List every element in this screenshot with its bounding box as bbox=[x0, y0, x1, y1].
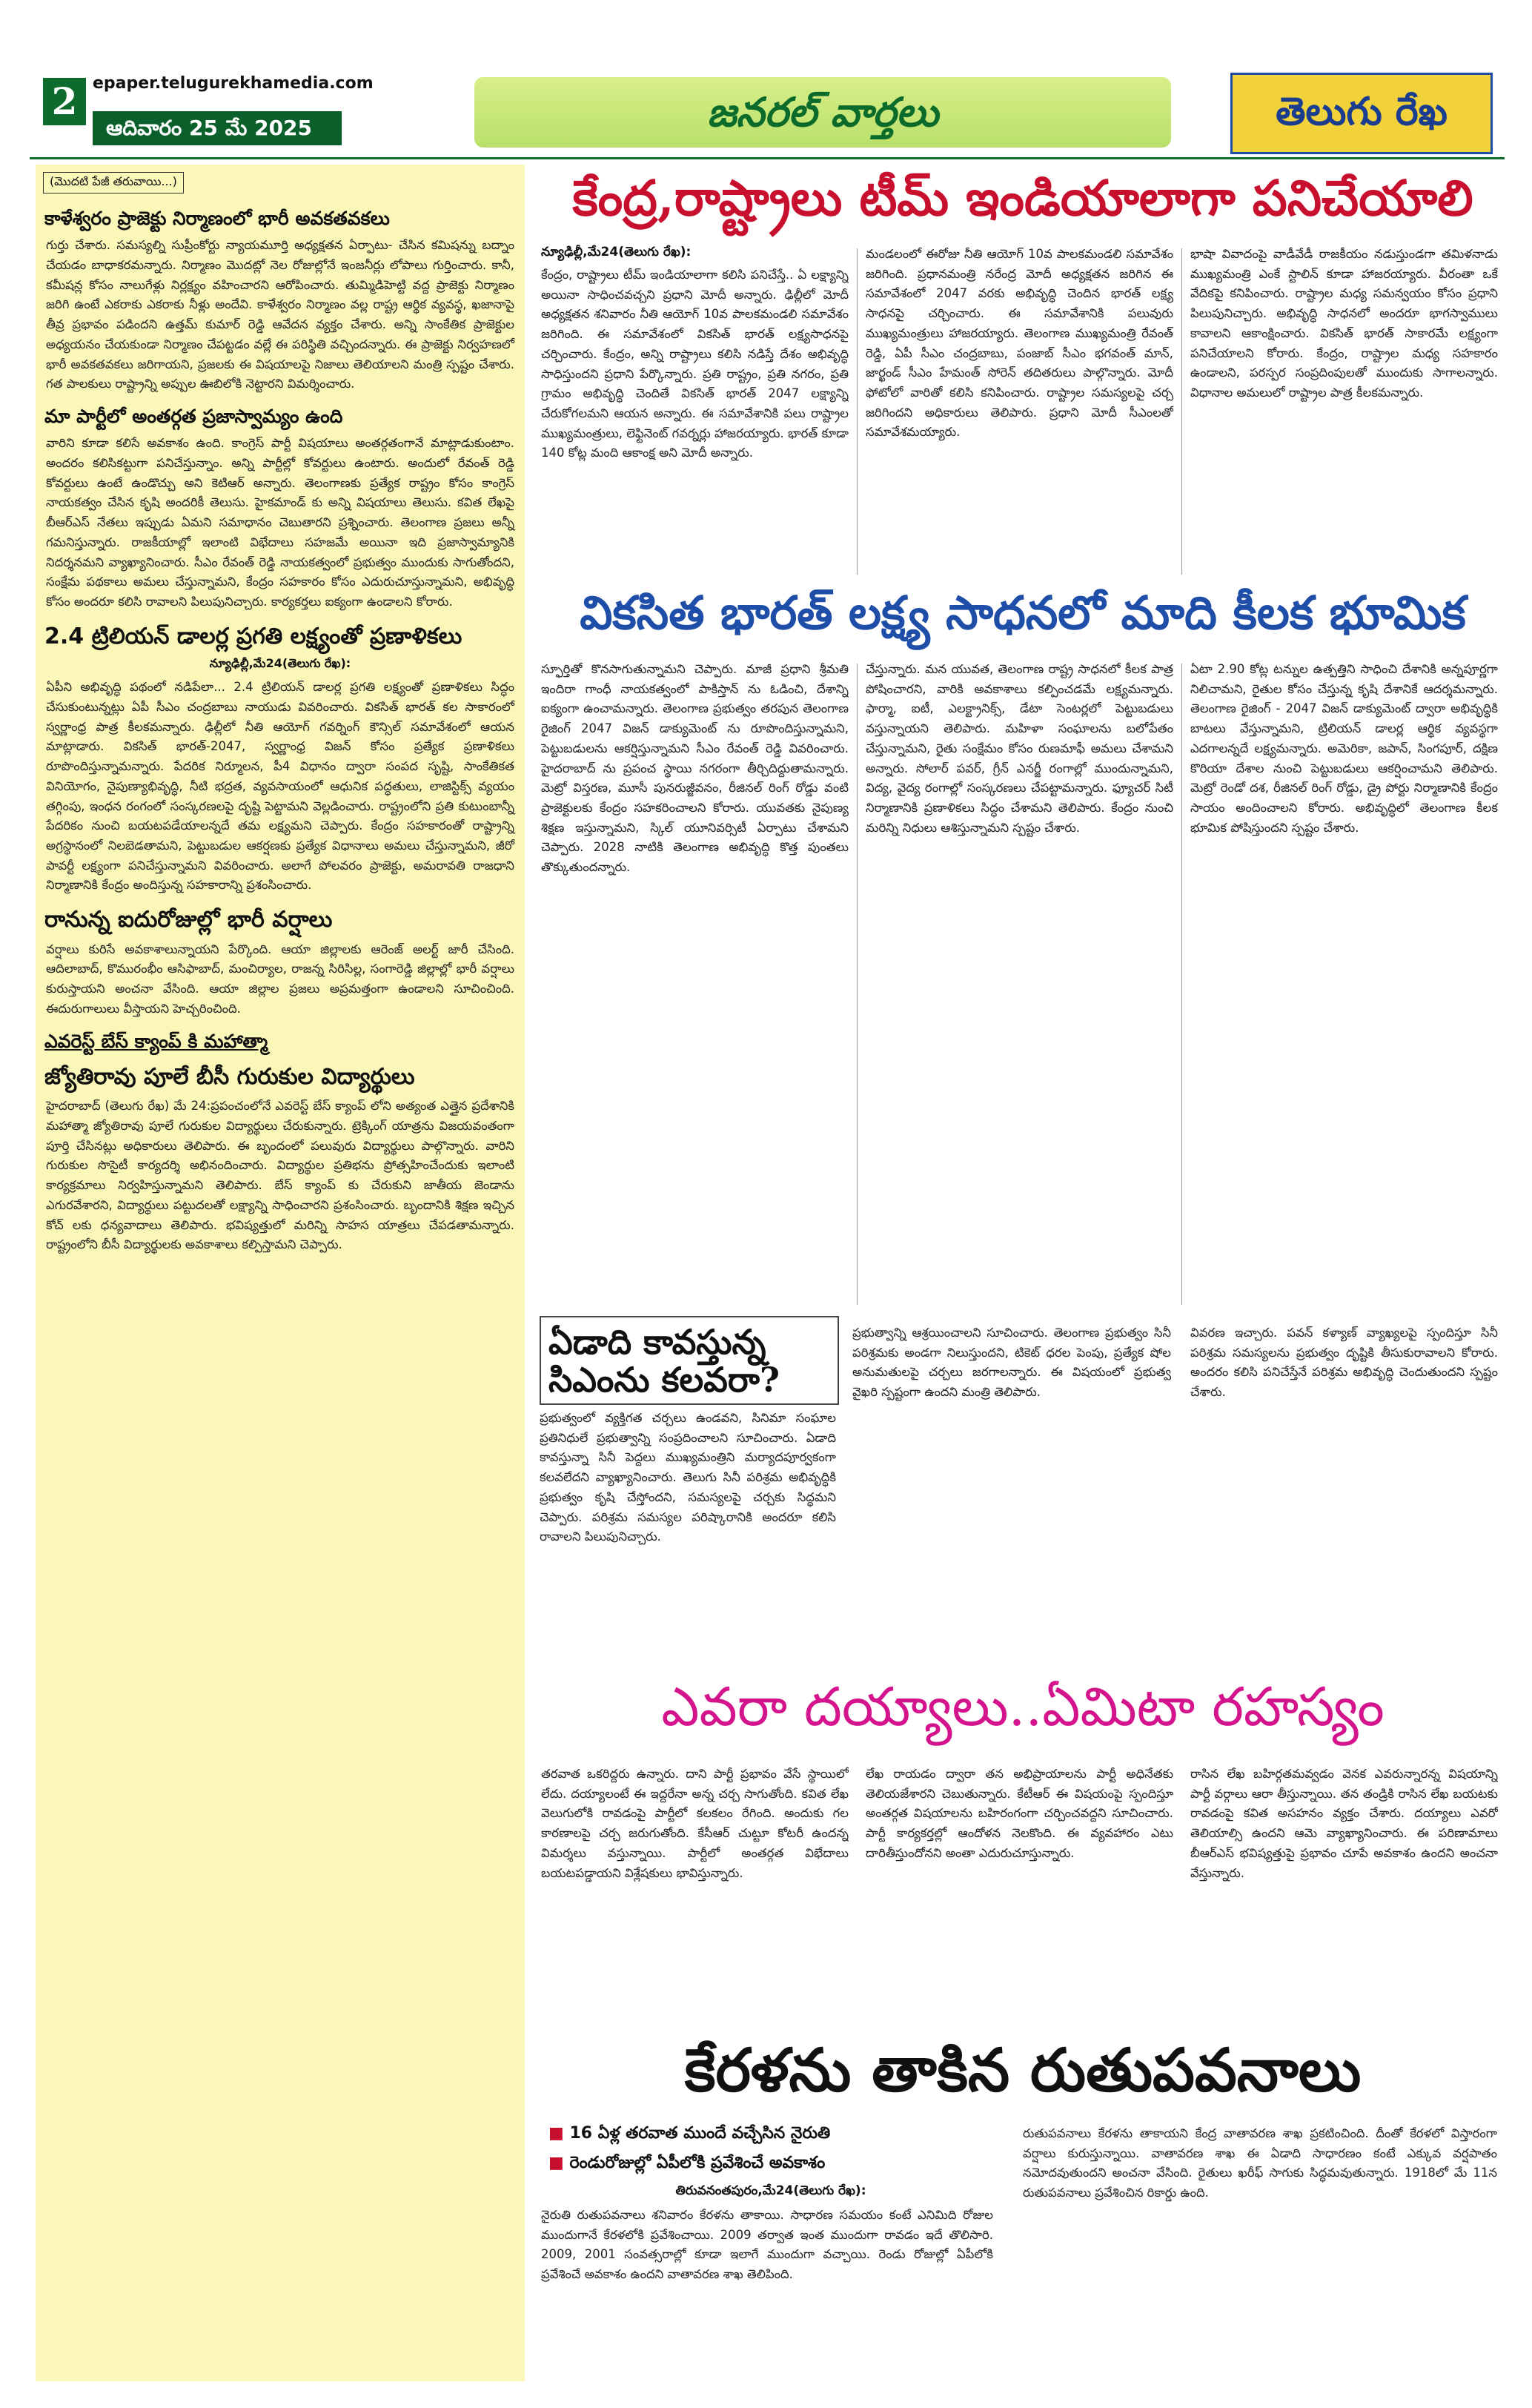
article4-bullet-2: ■ రెండురోజుల్లో ఏపీలోకి ప్రవేశించే అవకాశం bbox=[548, 2154, 993, 2176]
article3-headline: ఎవరా దయ్యాలు..ఏమిటా రహస్యం bbox=[661, 1676, 1385, 1738]
article1-col2: మండలంలో ఈరోజు నీతి ఆయోగ్ 10వ పాలకమండలి సమావేశం జరిగింది. ప్రధానమంత్రి నరేంద్ర మోదీ అధ్యక్షతన జరిగిన ఈ సమావేశంలో 2047 వరకు అభివృద్ధి చెందిన భారత్ లక్ష్య సాధనపై చర్చించారు. ఈ సమావేశానికి పలువురు ముఖ్యమంత్రులు హాజరయ్యారు. తెలంగాణ ముఖ్యమంత్రి రేవంత్ రెడ్డి, ఏపీ సీఎం చంద్రబాబు, పంజాబ్ సీఎం భగవంత్ మాన్, జార్ఖండ్ సీఎం హేమంత్ సోరెన్ తదితరులు పాల్గొన్నారు. మోదీ ఫోటోలో వారితో కలిసి కనిపించారు. రాష్ట్రాల సమస్యలపై చర్చ జరిగిందని అధికారులు తెలిపారు. ప్రధాని మోదీ సీఎంలతో సమావేశమయ్యారు. bbox=[866, 247, 1173, 440]
site-url[interactable]: epaper.telugurekhamedia.com bbox=[93, 74, 374, 93]
box-col2: ప్రభుత్వాన్ని ఆశ్రయించాలని సూచించారు. తెలంగాణ ప్రభుత్వం సినీ పరిశ్రమకు అండగా నిలుస్తుందని, టికెట్ ధరల పెంపు, ప్రత్యేక షోల అనుమతులపై చర్చలు జరగాలన్నారు. ఈ విషయంలో ప్రభుత్వ వైఖరి స్పష్టంగా ఉందని మంత్రి తెలిపారు. bbox=[852, 1326, 1171, 1400]
article4-bullet-1: ■ 16 ఏళ్ల తరవాత ముందే వచ్చేసిన నైరుతి bbox=[548, 2124, 993, 2146]
left-dateline-3: న్యూఢిల్లీ,మే24(తెలుగు రేఖ): bbox=[209, 656, 351, 671]
page-number: 2 bbox=[43, 78, 86, 125]
continued-label: (మొదటి పేజీ తరువాయి...) bbox=[43, 172, 184, 194]
article3-col2: లేఖ రాయడం ద్వారా తన అభిప్రాయాలను పార్టీ అధినేతకు తెలియజేశారని చెబుతున్నారు. కేటీఆర్ ఈ విషయంపై స్పందిస్తూ అంతర్గత విషయాలను బహిరంగంగా చర్చించవద్దని సూచించారు. పార్టీ కార్యకర్తల్లో ఆందోళన నెలకొంది. ఈ వ్యవహారం ఎటు దారితీస్తుందోనని అంతా ఎదురుచూస్తున్నారు. bbox=[866, 1767, 1173, 1860]
left-headline-1: కాళేశ్వరం ప్రాజెక్టు నిర్మాణంలో భారీ అవకతవకలు bbox=[44, 208, 390, 229]
article4-col1: నైరుతి రుతుపవనాలు శనివారం కేరళను తాకాయి. సాధారణ సమయం కంటే ఎనిమిది రోజుల ముందుగానే కేరళలోకి ప్రవేశించాయి. 2009 తర్వాత ఇంత ముందుగా రావడం ఇదే తొలిసారి. 2009, 2001 సంవత్సరాల్లో కూడా ఇలాగే ముందుగా వచ్చాయి. రెండు రోజుల్లో ఏపీలోకి ప్రవేశించే అవకాశం ఉందని వాతావరణ శాఖ తెలిపింది. bbox=[541, 2208, 993, 2282]
left-body-5: హైదరాబాద్ (తెలుగు రేఖ) మే 24:ప్రపంచంలోనే ఎవరెస్ట్ బేస్ క్యాంప్ లోని అత్యంత ఎత్తైన ప్రదేశానికి మహాత్మా జ్యోతిరావు పూలే గురుకుల విద్యార్థులు చేరుకున్నారు. ట్రెక్కింగ్ యాత్రను విజయవంతంగా పూర్తి చేసినట్లు అధికారులు తెలిపారు. ఈ బృందంలో పలువురు విద్యార్థులు పాల్గొన్నారు. వారిని గురుకుల సొసైటీ కార్యదర్శి అభినందించారు. విద్యార్థుల ప్రతిభను ప్రోత్సహించేందుకు ఇలాంటి కార్యక్రమాలు నిర్వహిస్తున్నామని తెలిపారు. బేస్ క్యాంప్ కు చేరుకుని జాతీయ జెండాను ఎగురవేశారని, విద్యార్థులు పట్టుదలతో లక్ష్యాన్ని సాధించారని ప్రశంసించారు. బృందానికి శిక్షణ ఇచ్చిన కోచ్ లకు ధన్యవాదాలు తెలిపారు. భవిష్యత్తులో మరిన్ని సాహస యాత్రలు చేపడతామన్నారు. రాష్ట్రంలోని బీసీ విద్యార్థులకు అవకాశాలు కల్పిస్తామని చెప్పారు. bbox=[46, 1099, 514, 1252]
article3-col1: తరవాత ఒకరిద్దరు ఉన్నారు. దాని పార్టీ ప్రభావం వేసే స్థాయిలో లేదు. దయ్యాలంటే ఈ ఇద్దరేనా అన్న చర్చ సాగుతోంది. కవిత లేఖ వెలుగులోకి రావడంపై పార్టీలో కలకలం రేగింది. అందుకు గల కారణాలపై చర్చ జరుగుతోంది. కేసీఆర్ చుట్టూ కోటరీ ఉందన్న విమర్శలు వస్తున్నాయి. పార్టీలో అంతర్గత విభేదాలు బయటపడ్డాయని విశ్లేషకులు భావిస్తున్నారు. bbox=[541, 1767, 849, 1880]
column-divider bbox=[1181, 664, 1182, 1305]
left-body-1: గుర్తు చేశారు. సమస్యల్ని సుప్రీంకోర్టు న్యాయమూర్తి అధ్యక్షతన ఏర్పాటు- చేసిన కమిషన్ను బద్నాం చేయడం బాధాకరమన్నారు. నిర్మాణం మొదట్లో నెల రోజుల్లోనే ఇంజనీర్లు లోపాలు గుర్తించారు. కానీ, కమీషన్ల కోసం నాలుగేళ్లు నిర్లక్ష్యం వహించారని ఆరోపించారు. తుమ్మిడిహెట్టి వద్ద ప్రాజెక్టు నిర్మాణం జరిగి ఉంటే ఎకరాకు ఎకరాకు నీళ్లు అందేవి. కాళేశ్వరం నిర్మాణం వల్ల రాష్ట్ర ఆర్థిక వ్యవస్థ, ఖజానాపై తీవ్ర ప్రభావం పడిందని ఉత్తమ్ కుమార్ రెడ్డి ఆవేదన వ్యక్తం చేశారు. అన్ని సాంకేతిక ప్రాజెక్టుల అధ్యయనం చేయకుండా నిర్మాణం చేపట్టడం వల్లే ఈ పరిస్థితి వచ్చిందన్నారు. ఈ ప్రాజెక్టు నిర్వహణలో భారీ అవకతవకలు జరిగాయని, ప్రజలకు ఈ విషయాలపై నిజాలు తెలియాలని మంత్రి స్పష్టం చేశారు. గత పాలకులు రాష్ట్రాన్ని అప్పుల ఊబిలోకి నెట్టారని విమర్శించారు. bbox=[46, 238, 514, 391]
article2-col2: చేస్తున్నారు. మన యువత, తెలంగాణ రాష్ట్ర సాధనలో కీలక పాత్ర పోషించారని, వారికి అవకాశాలు కల్పించడమే లక్ష్యమన్నారు. ఫార్మా, ఐటీ, ఎలక్ట్రానిక్స్, డేటా సెంటర్లలో పెట్టుబడులు వస్తున్నాయని తెలిపారు. మహిళా సంఘాలను బలోపేతం చేస్తున్నామని, రైతు సంక్షేమం కోసం రుణమాఫీ అమలు చేశామని అన్నారు. సోలార్ పవర్, గ్రీన్ ఎనర్జీ రంగాల్లో ముందున్నామని, విద్య, వైద్య రంగాల్లో సంస్కరణలు చేపట్టామన్నారు. ఫ్యూచర్ సిటీ నిర్మాణానికి ప్రణాళికలు సిద్ధం చేశామని తెలిపారు. కేంద్రం నుంచి మరిన్ని నిధులు ఆశిస్తున్నామని స్పష్టం చేశారు. bbox=[866, 662, 1173, 835]
section-banner: జనరల్ వార్తలు bbox=[474, 77, 1171, 148]
article1-dateline: న్యూఢిల్లీ,మే24(తెలుగు రేఖ): bbox=[541, 245, 692, 259]
left-headline-5: జ్యోతిరావు పూలే బీసీ గురుకుల విద్యార్థులు bbox=[44, 1063, 415, 1090]
article1-col3: భాషా వివాదంపై వాడీవేడీ రాజకీయం నడుస్తుండగా తమిళనాడు ముఖ్యమంత్రి ఎంకే స్టాలిన్ కూడా హాజరయ్యారు. వీరంతా ఒకే వేదికపై కనిపించారు. రాష్ట్రాల మధ్య సమన్వయం కోసం ప్రధాని పిలుపునిచ్చారు. అభివృద్ధి సాధనలో అందరూ భాగస్వాములు కావాలని ఆకాంక్షించారు. వికసిత్ భారత్ సాకారమే లక్ష్యంగా పనిచేయాలని కోరారు. కేంద్రం, రాష్ట్రాల మధ్య సహకారం ఉండాలని, పరస్పర సంప్రదింపులతో ముందుకు సాగాలన్నారు. విధానాల అమలులో రాష్ట్రాల పాత్ర కీలకమన్నారు. bbox=[1190, 247, 1498, 400]
column-divider bbox=[857, 248, 858, 575]
issue-date: ఆదివారం 25 మే 2025 bbox=[93, 111, 342, 145]
left-headline-4: రానున్న ఐదురోజుల్లో భారీ వర్షాలు bbox=[44, 907, 333, 933]
boxed-question-headline: ఏడాది కావస్తున్న సిఎంను కలవరా? bbox=[540, 1316, 839, 1405]
column-divider bbox=[857, 664, 858, 1305]
article1-headline: కేంద్ర,రాష్ట్రాలు టీమ్ ఇండియాలాగా పనిచేయాలి bbox=[572, 169, 1473, 227]
article1-col1: కేంద్రం, రాష్ట్రాలు టీమ్ ఇండియాలాగా కలిసి పనిచేస్తే.. ఏ లక్ష్యాన్ని అయినా సాధించవచ్చని ప్రధాని మోదీ అన్నారు. ఢిల్లీలో మోదీ అధ్యక్షతన శనివారం నీతి ఆయోగ్ 10వ పాలకమండలి సమావేశం జరిగింది. ఈ సమావేశంలో వికసిత్ భారత్ లక్ష్యసాధనపై చర్చించారు. కేంద్రం, అన్ని రాష్ట్రాలు కలిసి నడిస్తే దేశం అభివృద్ధి సాధిస్తుందని ప్రధాని పేర్కొన్నారు. ప్రతి రాష్ట్రం, ప్రతి నగరం, ప్రతి గ్రామం అభివృద్ధి చెందితే వికసిత్ భారత్ 2047 లక్ష్యాన్ని చేరుకోగలమని ఆయన అన్నారు. ఈ సమావేశానికి పలు రాష్ట్రాల ముఖ్యమంత్రులు, లెఫ్టినెంట్ గవర్నర్లు హాజరయ్యారు. భారత్ కూడా 140 కోట్ల మంది ఆకాంక్ష అని మోదీ అన్నారు. bbox=[541, 268, 849, 460]
newspaper-logo: తెలుగు రేఖ bbox=[1230, 73, 1493, 154]
masthead-rule bbox=[30, 157, 1505, 159]
article2-col1: స్ఫూర్తితో కొనసాగుతున్నామని చెప్పారు. మాజీ ప్రధాని శ్రీమతి ఇందిరా గాంధీ నాయకత్వంలో పాకిస్తాన్ ను ఓడించి, దేశాన్ని ఐక్యంగా ఉంచామన్నారు. తెలంగాణ ప్రభుత్వం తరపున తెలంగాణ రైజింగ్ 2047 విజన్ డాక్యుమెంట్ ను రూపొందిస్తున్నామని, పెట్టుబడులను ఆకర్షిస్తున్నామని సీఎం రేవంత్ రెడ్డి వివరించారు. హైదరాబాద్ ను ప్రపంచ స్థాయి నగరంగా తీర్చిదిద్దుతామన్నారు. మెట్రో విస్తరణ, మూసీ పునరుజ్జీవనం, రీజినల్ రింగ్ రోడ్డు వంటి ప్రాజెక్టులకు కేంద్రం సహకరించాలని కోరారు. యువతకు నైపుణ్య శిక్షణ ఇస్తున్నామని, స్కిల్ యూనివర్సిటీ ఏర్పాటు చేశామని చెప్పారు. 2028 నాటికి తెలంగాణ అభివృద్ధి కొత్త పుంతలు తొక్కుతుందన్నారు. bbox=[541, 662, 849, 875]
article4-col2: రుతుపవనాలు కేరళను తాకాయని కేంద్ర వాతావరణ శాఖ ప్రకటించింది. దీంతో కేరళలో విస్తారంగా వర్షాలు కురుస్తున్నాయి. వాతావరణ శాఖ ఈ ఏడాది సాధారణం కంటే ఎక్కువ వర్షపాతం నమోదవుతుందని అంచనా వేసింది. రైతులు ఖరీఫ్ సాగుకు సిద్ధమవుతున్నారు. 1918లో మే 11న రుతుపవనాలు ప్రవేశించిన రికార్డు ఉంది. bbox=[1023, 2126, 1497, 2200]
box-col1: ప్రభుత్వంలో వ్యక్తిగత చర్చలు ఉండవని, సినిమా సంఘాల ప్రతినిధులే ప్రభుత్వాన్ని సంప్రదించాలని సూచించారు. ఏడాది కావస్తున్నా సినీ పెద్దలు ముఖ్యమంత్రిని మర్యాదపూర్వకంగా కలవలేదని వ్యాఖ్యానించారు. తెలుగు సినీ పరిశ్రమ అభివృద్ధికి ప్రభుత్వం కృషి చేస్తోందని, సమస్యలపై చర్చకు సిద్ధమని చెప్పారు. పరిశ్రమ సమస్యల పరిష్కారానికి అందరూ కలిసి రావాలని పిలుపునిచ్చారు. bbox=[540, 1411, 836, 1544]
article2-col3: ఏటా 2.90 కోట్ల టన్నుల ఉత్పత్తిని సాధించి దేశానికి అన్నపూర్ణగా నిలిచామని, రైతుల కోసం చేస్తున్న కృషి దేశానికే ఆదర్శమన్నారు. తెలంగాణ రైజింగ్ - 2047 విజన్ డాక్యుమెంట్ ద్వారా అభివృద్ధికి బాటలు వేస్తున్నామని, ట్రిలియన్ డాలర్ల ఆర్థిక వ్యవస్థగా ఎదగాలన్నదే లక్ష్యమన్నారు. అమెరికా, జపాన్, సింగపూర్, దక్షిణ కొరియా దేశాల నుంచి పెట్టుబడులు ఆకర్షించామని తెలిపారు. మెట్రో రెండో దశ, రీజినల్ రింగ్ రోడ్డు, డ్రై పోర్టు నిర్మాణానికి కేంద్రం సాయం అందించాలని కోరారు. అభివృద్ధిలో తెలంగాణ కీలక భూమిక పోషిస్తుందని స్పష్టం చేశారు. bbox=[1190, 662, 1498, 835]
left-body-2: వారిని కూడా కలిసే అవకాశం ఉంది. కాంగ్రెస్ పార్టీ విషయాలు అంతర్గతంగానే మాట్లాడుకుంటాం. అందరం కలిసికట్టుగా పనిచేస్తున్నాం. అన్ని పార్టీల్లో కోవర్టులు ఉంటారు. అందులో రేవంత్ రెడ్డి కోవర్టులు ఉంటే ఉండొచ్చు అని కెటిఆర్ అన్నారు. తెలంగాణకు ప్రత్యేక రాష్ట్రం కోసం కాంగ్రెస్ నాయకత్వం చేసిన కృషి అందరికీ తెలుసు. హైకమాండ్ కు అన్ని విషయాలు తెలుసు. కవిత లేఖపై బీఆర్ఎస్ నేతలు ఇప్పుడు ఏమని సమాధానం చెబుతారని ప్రశ్నించారు. తెలంగాణ ప్రజలు అన్నీ గమనిస్తున్నారు. రాజకీయాల్లో ఇలాంటి విభేదాలు సహజమే అయినా ఇది ప్రజాస్వామ్యానికి నిదర్శనమని వ్యాఖ్యానించారు. సీఎం రేవంత్ రెడ్డి నాయకత్వంలో ప్రభుత్వం ముందుకు సాగుతోందని, సంక్షేమ పథకాలు అమలు చేస్తున్నామని, కేంద్రం సహకారం కోసం ఎదురుచూస్తున్నామని, అభివృద్ధి కోసం అందరూ కలిసి రావాలని పిలుపునిచ్చారు. కార్యకర్తలు ఐక్యంగా ఉండాలని కోరారు. bbox=[46, 436, 514, 609]
left-body-3: ఏపీని అభివృద్ధి పథంలో నడిపేలా... 2.4 ట్రిలియన్ డాలర్ల ప్రగతి లక్ష్యంతో ప్రణాళికలు సిద్ధం చేసుకుంటున్నట్లు ఏపీ సీఎం చంద్రబాబు నాయుడు వివరించారు. వికసిత్ భారత్ కల సాకారంలో స్వర్ణాంధ్ర పాత్ర కీలకమన్నారు. ఢిల్లీలో నీతి ఆయోగ్ గవర్నింగ్ కౌన్సిల్ సమావేశంలో ఆయన మాట్లాడారు. వికసిత్ భారత్-2047, స్వర్ణాంధ్ర విజన్ కోసం ప్రత్యేక ప్రణాళికలు రూపొందిస్తున్నామన్నారు. పేదరిక నిర్మూలన, పీ4 విధానం ద్వారా సంపద సృష్టి, సాంకేతికత వినియోగం, నైపుణ్యాభివృద్ధి, నీటి భద్రత, వ్యవసాయంలో ఆధునిక పద్ధతులు, లాజిస్టిక్స్ వ్యయం తగ్గింపు, ఇంధన రంగంలో సంస్కరణలపై దృష్టి పెట్టామని వెల్లడించారు. రాష్ట్రంలోని ప్రతి కుటుంబాన్నీ పేదరికం నుంచి బయటపడేయాలన్నదే తమ లక్ష్యమని చెప్పారు. కేంద్రం సహకారంతో రాష్ట్రాన్ని అగ్రస్థానంలో నిలబెడతామని, పెట్టుబడుల ఆకర్షణకు ప్రత్యేక విధానాలు అమలు చేస్తున్నామని, జీరో పావర్టీ లక్ష్యంగా పనిచేస్తున్నామని వివరించారు. అలాగే పోలవరం ప్రాజెక్టు, అమరావతి రాజధాని నిర్మాణానికి కేంద్రం అందిస్తున్న సహకారాన్ని ప్రశంసించారు. bbox=[46, 680, 514, 893]
column-divider bbox=[1181, 248, 1182, 575]
article3-col3: రాసిన లేఖ బహిర్గతమవ్వడం వెనక ఎవరున్నారన్న విషయాన్ని పార్టీ వర్గాలు ఆరా తీస్తున్నాయి. తన తండ్రికి రాసిన లేఖ బయటకు రావడంపై కవిత అసహనం వ్యక్తం చేశారు. దయ్యాలు ఎవరో తెలియాల్సి ఉందని ఆమె వ్యాఖ్యానించారు. ఈ పరిణామాలు బీఆర్ఎస్ భవిష్యత్తుపై ప్రభావం చూపే అవకాశం ఉందని అంచనా వేస్తున్నారు. bbox=[1190, 1767, 1498, 1880]
left-kicker-5: ఎవరెస్ట్ బేస్ క్యాంప్ కి మహాత్మా bbox=[44, 1030, 268, 1052]
left-body-4: వర్షాలు కురిసే అవకాశాలున్నాయని పేర్కొంది. ఆయా జిల్లాలకు ఆరెంజ్ అలర్ట్ జారీ చేసింది. ఆదిలాబాద్, కొమురంభీం ఆసిఫాబాద్, మంచిర్యాల, రాజన్న సిరిసిల్ల, సంగారెడ్డి జిల్లాల్లో భారీ వర్షాలు కురుస్తాయని అంచనా వేసింది. ఆయా జిల్లాల ప్రజలు అప్రమత్తంగా ఉండాలని సూచించింది. ఈదురుగాలులు వీస్తాయని హెచ్చరించింది. bbox=[46, 942, 514, 1016]
left-headline-3: 2.4 ట్రిలియన్ డాలర్ల ప్రగతి లక్ష్యంతో ప్రణాళికలు bbox=[44, 623, 462, 649]
box-col3: వివరణ ఇచ్చారు. పవన్ కళ్యాణ్ వ్యాఖ్యలపై స్పందిస్తూ సినీ పరిశ్రమ సమస్యలను ప్రభుత్వం దృష్టికి తీసుకురావాలని కోరారు. అందరం కలిసి పనిచేస్తేనే పరిశ్రమ అభివృద్ధి చెందుతుందని స్పష్టం చేశారు. bbox=[1190, 1326, 1498, 1400]
article2-headline: వికసిత భారత్ లక్ష్య సాధనలో మాది కీలక భూమిక bbox=[580, 586, 1466, 640]
article4-dateline: తిరువనంతపురం,మే24(తెలుగు రేఖ): bbox=[675, 2183, 866, 2198]
article4-headline: కేరళను తాకిన రుతుపవనాలు bbox=[684, 2035, 1362, 2105]
left-headline-2: మా పార్టీలో అంతర్గత ప్రజాస్వామ్యం ఉంది bbox=[44, 406, 343, 427]
left-column bbox=[36, 165, 525, 2381]
